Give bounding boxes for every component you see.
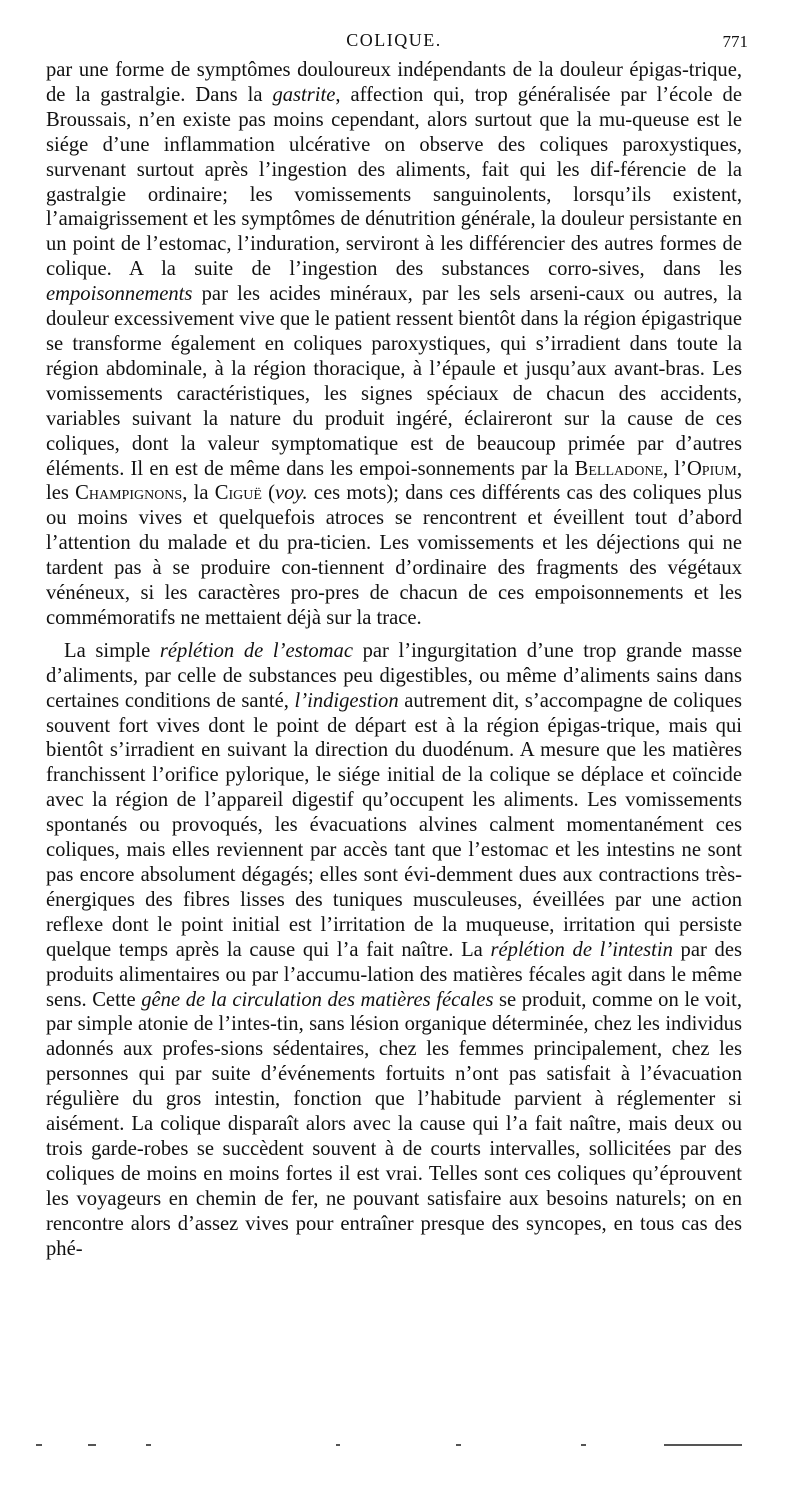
text-run: autrement dit, s’accompagne de coliques souvent fort vives dont le point de départ est à la région épigas-trique, mais qui bientôt s’irradient en suivant la direction du duodénum. A mesure que les matières franchissent l’orifice pylorique, le siége initial de la colique se déplace et coïncide avec la région de l’appareil digestif qu’occupent les aliments. Les vomissements spontanés ou provoqués, les évacuations alvines calment momentanément ces coliques, mais elles reviennent par accès tant que l’estomac et les intestins ne sont pas encore absolument dégagés; elles sont évi-demment dues aux contractions très-énergiques des fibres lisses des tuniques musculeuses, éveillées par une action reflexe dont le point initial est l’irritation de la muqueuse, irritation qui persiste quelque temps après la cause qui l’a fait naître. La	[46, 689, 742, 961]
italic-text: empoisonnements	[46, 283, 193, 306]
small-caps-text: Champignons	[75, 482, 183, 505]
text-run: par une forme de symptômes douloureux indépendants de la douleur épigas-trique, de la gastralgie. Dans la	[46, 59, 742, 106]
print-mark	[336, 1444, 340, 1446]
print-mark	[88, 1444, 96, 1446]
italic-text: réplétion de l’intestin	[490, 938, 673, 961]
print-mark	[36, 1444, 42, 1446]
small-caps-text: Ciguë	[214, 482, 262, 505]
text-run: La simple	[64, 639, 160, 662]
text-run: (	[261, 482, 275, 505]
body-text	[46, 58, 742, 1262]
footer-print-marks	[36, 1441, 746, 1449]
print-mark	[456, 1444, 461, 1446]
text-run: se produit, comme on le voit, par simple atonie de l’intes-tin, sans lésion organique déterminée, chez les individus adonnés aux profes-sions sédentaires, chez les femmes principalement, chez les personnes qui par suite d’événements fortuits n’ont pas satisfait à l’évacuation régulière du gros intestin, fonction que l’habitude parvient à réglementer si aisément. La colique disparaît alors avec la cause qui l’a fait naître, mais deux ou trois garde-robes se succèdent souvent à de courts intervalles, sollicitées par des coliques de moins en moins fortes il est vrai. Telles sont ces coliques qu’éprouvent les voyageurs en chemin de fer, ne pouvant satisfaire aux besoins naturels; on en rencontre alors d’assez vives pour entraîner presque des syncopes, en tous cas des phé-	[46, 988, 742, 1260]
small-caps-text: Opium	[686, 457, 737, 480]
running-title: COLIQUE.	[346, 30, 442, 50]
italic-text: gastrite	[272, 83, 336, 106]
print-mark	[581, 1444, 586, 1446]
paragraph-2	[46, 639, 742, 1262]
page-header	[46, 30, 748, 54]
italic-text: l’indigestion	[294, 689, 399, 712]
text-run: , l’	[663, 457, 687, 480]
italic-text: réplétion de l’estomac	[159, 639, 353, 662]
text-run: ces mots); dans ces différents cas des coliques plus ou moins vives et quelquefois atroces se rencontrent et éveillent tout d’abord l’attention du malade et du pra-ticien. Les vomissements et les déjections qui ne tardent pas à se produire con-tiennent d’ordinaire des fragments des végétaux vénéneux, si les caractères pro-pres de chacun de ces empoisonnements et les commémoratifs ne mettaient déjà sur la trace.	[46, 482, 742, 629]
text-run: , affection qui, trop généralisée par l’école de Broussais, n’en existe pas moins cependant, alors surtout que la mu-queuse est le siége d’une inflammation ulcérative on observe des coliques paroxystiques, survenant surtout après l’ingestion des aliments, fait qui les dif-férencie de la gastralgie ordinaire; les vomissements sanguinolents, lorsqu’ils existent, l’amaigrissement et les symptômes de dénutrition générale, la douleur persistante en un point de l’estomac, l’induration, serviront à les différencier des autres formes de colique. A la suite de l’ingestion des substances corro-sives, dans les	[46, 83, 742, 281]
print-mark	[146, 1444, 151, 1446]
print-mark	[664, 1444, 742, 1446]
text-run: par les acides minéraux, par les sels arseni-caux ou autres, la douleur excessivement vive que le patient ressent bientôt dans la région épigastrique se transforme également en coliques paroxystiques, qui s’irradient dans toute la région abdominale, à la région thoracique, à l’épaule et jusqu’aux avant-bras. Les vomissements caractéristiques, les signes spéciaux de chacun des accidents, variables suivant la nature du produit ingéré, éclaireront sur la cause de ces coliques, dont la valeur symptomatique est de beaucoup primée par d’autres éléments. Il en est de même dans les empoi-sonnements par la	[46, 283, 742, 480]
italic-text: voy.	[275, 482, 308, 505]
text-run: par l’ingurgitation d’une trop grande masse d’aliments, par celle de substances peu digestibles, ou même d’aliments sains dans certaines conditions de santé,	[46, 639, 742, 712]
page-number: 771	[722, 32, 748, 51]
paragraph-1	[46, 58, 742, 631]
text-run: , les	[46, 457, 742, 505]
small-caps-text: Belladone	[574, 457, 663, 480]
text-run: , la	[182, 482, 215, 505]
italic-text: gêne de la circulation des matières fécales	[141, 988, 494, 1011]
text-run: par des produits alimentaires ou par l’accumu-lation des matières fécales agit dans le même sens. Cette	[46, 938, 742, 1011]
